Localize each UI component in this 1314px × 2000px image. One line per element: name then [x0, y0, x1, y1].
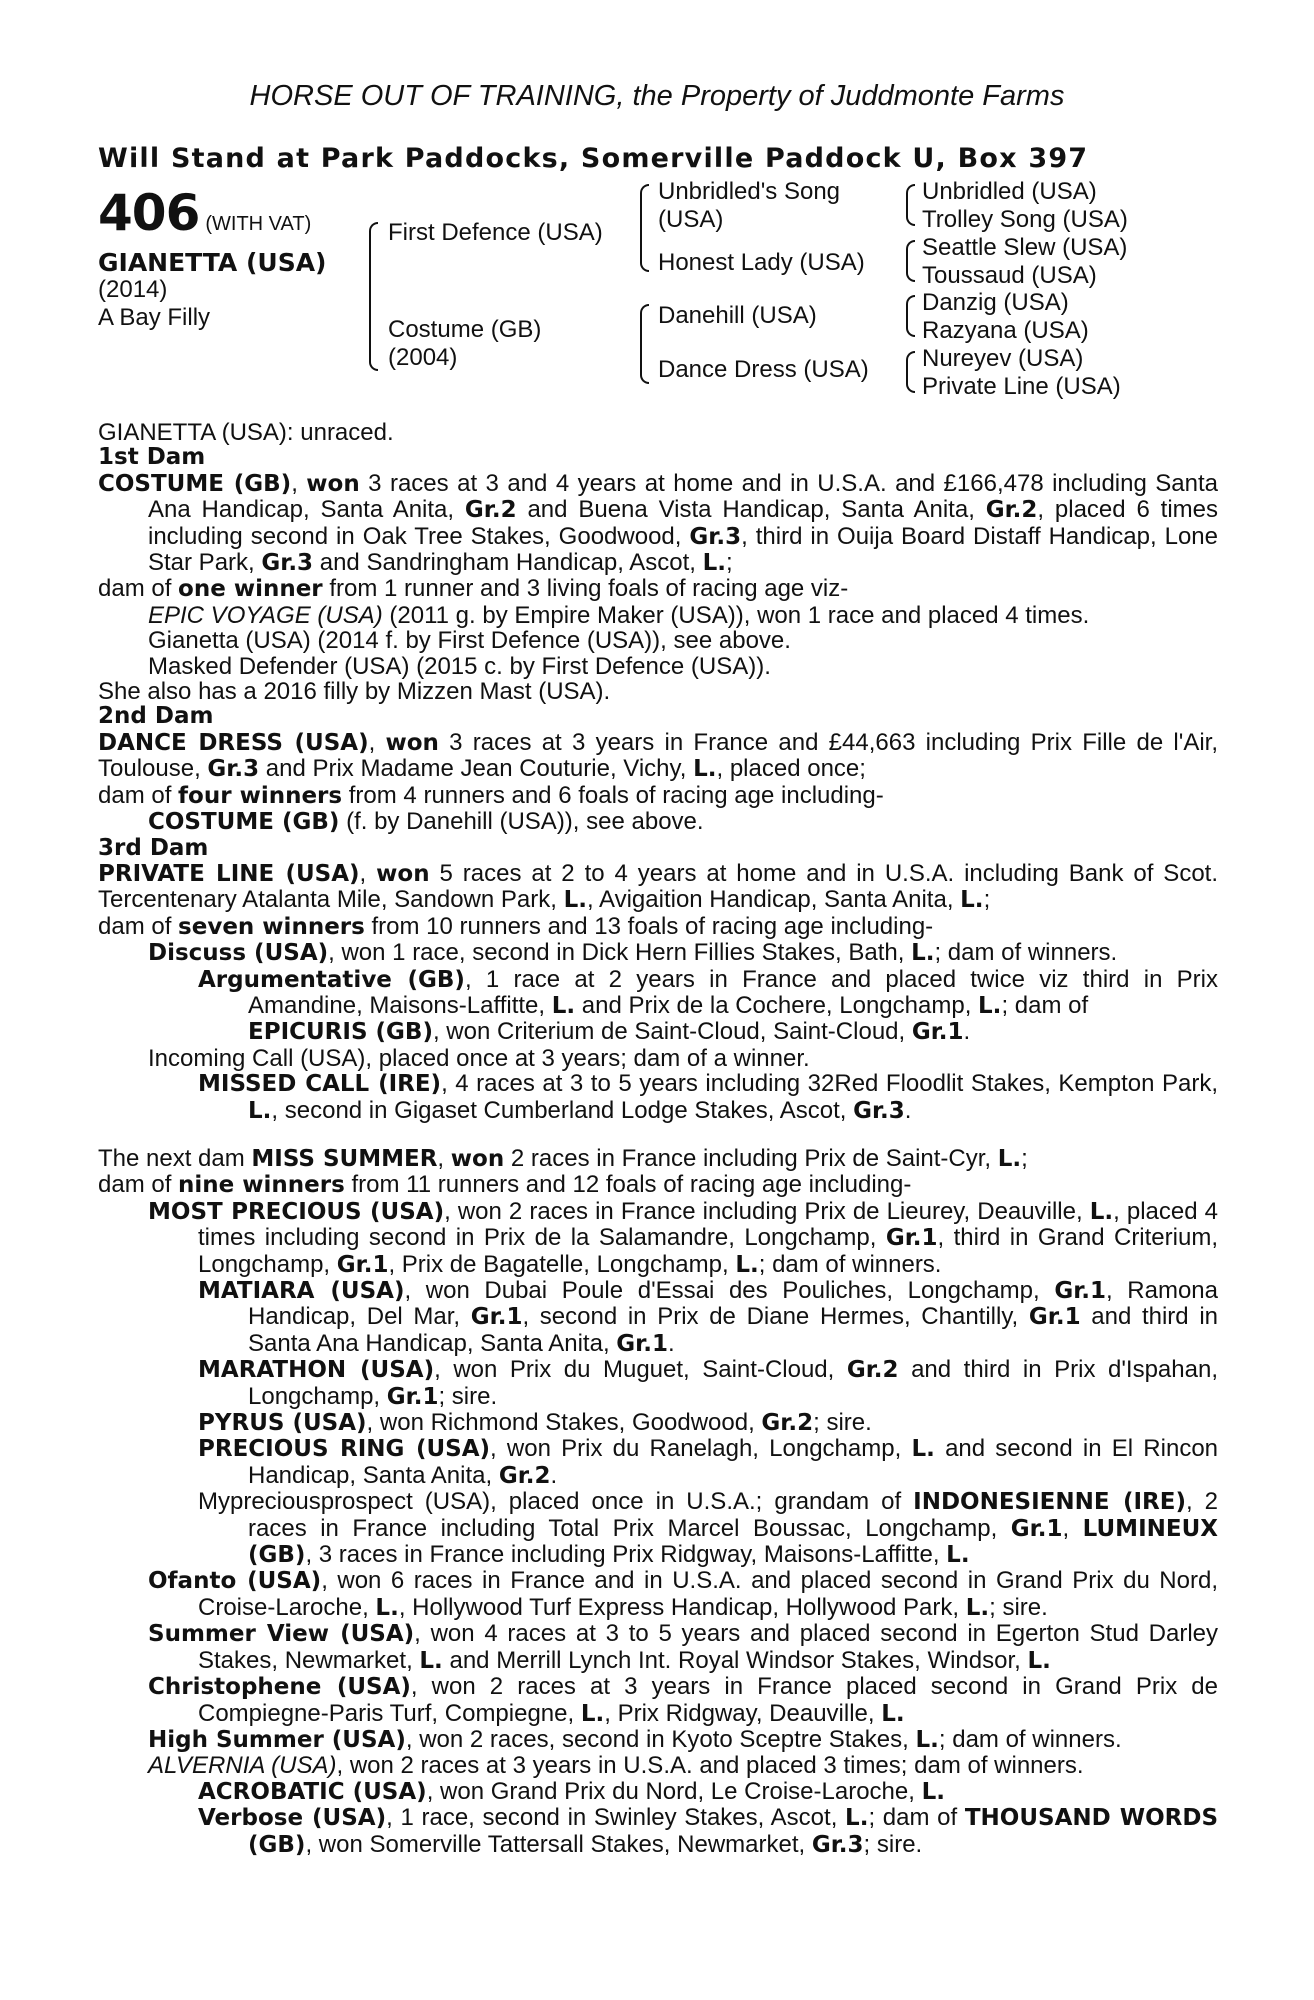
pedigree-dam-year: (2004): [388, 344, 458, 371]
pedigree-dd: Dance Dress (USA): [658, 356, 869, 383]
next-dam-entry: The next dam MISS SUMMER, won 2 races in France including Prix de Saint-Cyr, L.;: [98, 1144, 1028, 1172]
brace-gen3c: [906, 295, 915, 337]
page-heading: HORSE OUT OF TRAINING, the Property of Juddmonte Farms: [249, 80, 1065, 112]
produce-item: MARATHON (USA), won Prix du Muguet, Saint-Cloud, Gr.2 and third in Prix d'Ispahan, Longchamp, Gr.1; sire.: [198, 1356, 1218, 1410]
produce-item: PRECIOUS RING (USA), won Prix du Ranelagh, Longchamp, L. and second in El Rincon Handicap, Santa Anita, Gr.2.: [198, 1435, 1219, 1489]
third-dam-heading: 3rd Dam: [98, 834, 209, 861]
first-dam-produce-summary: dam of one winner from 1 runner and 3 living foals of racing age viz-: [98, 575, 849, 603]
pedigree-notes: [98, 420, 1218, 1858]
produce-item: ALVERNIA (USA), won 2 races at 3 years in U.S.A. and placed 3 times; dam of winners.: [148, 1752, 1084, 1780]
produce-item: Incoming Call (USA), placed once at 3 years; dam of a winner.: [148, 1044, 810, 1072]
pedigree-dss: Danzig (USA): [922, 289, 1069, 316]
produce-item: Masked Defender (USA) (2015 c. by First Defence (USA)).: [148, 652, 771, 680]
produce-item: Summer View (USA), won 4 races at 3 to 5 years and placed second in Egerton Stud Darley Stakes, Newmarket, L. and Merrill Lynch Int. Royal Windsor Stakes, Windsor, L.: [148, 1620, 1219, 1674]
second-dam-heading: 2nd Dam: [98, 703, 214, 730]
pedigree-ddd: Private Line (USA): [922, 373, 1121, 400]
brace-gen2a: [640, 184, 649, 272]
lot-number-block: [98, 184, 311, 242]
brace-gen3a: [906, 184, 915, 226]
produce-item: Mypreciousprospect (USA), placed once in U.S.A.; grandam of INDONESIENNE (IRE), 2 races in France including Total Prix Marcel Boussac, Longchamp, Gr.1, LUMINEUX (GB), 3 races in France including Prix Ridgway, Maisons-Laffitte, L.: [198, 1488, 1219, 1569]
produce-item: Christophene (USA), won 2 races at 3 years in France placed second in Grand Prix de Compiegne-Paris Turf, Compiegne, L., Prix Ridgway, Deauville, L.: [148, 1673, 1219, 1727]
lot-number: 406: [98, 184, 200, 242]
pedigree-ss: Unbridled's Song: [658, 178, 841, 205]
dam-name: COSTUME (GB): [98, 470, 292, 497]
third-dam-produce-summary: dam of seven winners from 10 runners and 13 foals of racing age including-: [98, 912, 934, 940]
produce-item: COSTUME (GB) (f. by Danehill (USA)), see above.: [148, 808, 704, 836]
brace-gen3d: [906, 351, 915, 393]
stand-location: Will Stand at Park Paddocks, Somerville Paddock U, Box 397: [98, 143, 1089, 174]
produce-item: PYRUS (USA), won Richmond Stakes, Goodwood, Gr.2; sire.: [198, 1409, 872, 1437]
brace-gen2b: [640, 304, 649, 384]
pedigree-sds: Seattle Slew (USA): [922, 234, 1128, 261]
first-dam-entry: COSTUME (GB), won 3 races at 3 and 4 years at home and in U.S.A. and £166,478 including Santa Ana Handicap, Santa Anita, Gr.2 and Buena Vista Handicap, Santa Anita, Gr.2, placed 6 times including second in Oak Tree Stakes, Goodwood, Gr.3, third in Ouija Board Distaff Handicap, Lone Star Park, Gr.3 and Sandringham Handicap, Ascot, L.;: [98, 469, 1219, 577]
horse-name: GIANETTA (USA): [98, 248, 327, 277]
produce-item: MATIARA (USA), won Dubai Poule d'Essai des Pouliches, Longchamp, Gr.1, Ramona Handicap, Del Mar, Gr.1, second in Prix de Diane Hermes, Chantilly, Gr.1 and third in Santa Ana Handicap, Santa Anita, Gr.1.: [198, 1277, 1218, 1357]
pedigree-dds: Nureyev (USA): [922, 345, 1084, 372]
brace-gen3b: [906, 240, 915, 282]
produce-item: Argumentative (GB), 1 race at 2 years in France and placed twice viz third in Prix Amandine, Maisons-Laffitte, L. and Prix de la Cochere, Longchamp, L.; dam of EPICURIS (GB), won Criterium de Saint-Cloud, Saint-Cloud, Gr.1.: [198, 965, 1218, 1046]
produce-note: She also has a 2016 filly by Mizzen Mast (USA).: [98, 678, 611, 706]
pedigree-ss2: (USA): [658, 206, 724, 233]
produce-item: ACROBATIC (USA), won Grand Prix du Nord, Le Croise-Laroche, L.: [198, 1777, 945, 1805]
vat-note: (WITH VAT): [205, 213, 312, 235]
pedigree-dsd: Razyana (USA): [922, 317, 1089, 344]
next-dam-produce-summary: dam of nine winners from 11 runners and 12 foals of racing age including-: [98, 1171, 912, 1199]
produce-item: EPIC VOYAGE (USA) (2011 g. by Empire Maker (USA)), won 1 race and placed 4 times.: [148, 601, 1090, 629]
produce-item: High Summer (USA), won 2 races, second in Kyoto Sceptre Stakes, L.; dam of winners.: [148, 1725, 1122, 1753]
produce-item: Discuss (USA), won 1 race, second in Dick Hern Fillies Stakes, Bath, L.; dam of winners.: [148, 939, 1118, 967]
produce-item: MISSED CALL (IRE), 4 races at 3 to 5 years including 32Red Floodlit Stakes, Kempton Park, L., second in Gigaset Cumberland Lodge Stakes, Ascot, Gr.3.: [198, 1070, 1218, 1124]
pedigree-ssd: Trolley Song (USA): [922, 206, 1128, 233]
produce-item: Ofanto (USA), won 6 races in France and in U.S.A. and placed second in Grand Prix du Nord, Croise-Laroche, L., Hollywood Turf Express Handicap, Hollywood Park, L.; sire.: [148, 1567, 1218, 1621]
pedigree-ds: Danehill (USA): [658, 302, 817, 329]
second-dam-produce-summary: dam of four winners from 4 runners and 6 foals of racing age including-: [98, 781, 884, 809]
produce-item: Verbose (USA), 1 race, second in Swinley Stakes, Ascot, L.; dam of THOUSAND WORDS (GB), won Somerville Tattersall Stakes, Newmarket, Gr.3; sire.: [198, 1804, 1219, 1858]
pedigree-dam: Costume (GB): [388, 316, 542, 343]
produce-item: MOST PRECIOUS (USA), won 2 races in France including Prix de Lieurey, Deauville, L., placed 4 times including second in Prix de la Salamandre, Longchamp, Gr.1, third in Grand Criterium, Longchamp, Gr.1, Prix de Bagatelle, Longchamp, L.; dam of winners.: [148, 1197, 1219, 1278]
pedigree-sire: First Defence (USA): [388, 219, 603, 246]
third-dam-entry: PRIVATE LINE (USA), won 5 races at 2 to 4 years at home and in U.S.A. including Bank of Scot. Tercentenary Atalanta Mile, Sandown Park, L., Avigaition Handicap, Santa Anita, L.;: [98, 859, 1218, 914]
second-dam-entry: DANCE DRESS (USA), won 3 races at 3 years in France and £44,663 including Prix Fille de l'Air, Toulouse, Gr.3 and Prix Madame Jean Couturie, Vichy, L., placed once;: [98, 728, 1218, 783]
first-dam-heading: 1st Dam: [98, 444, 206, 471]
pedigree-sdd: Toussaud (USA): [922, 262, 1097, 289]
horse-description: A Bay Filly: [98, 304, 211, 331]
pedigree-sss: Unbridled (USA): [922, 178, 1097, 205]
pedigree-sd: Honest Lady (USA): [658, 249, 865, 276]
unraced-note: GIANETTA (USA): unraced.: [98, 419, 394, 446]
produce-item: Gianetta (USA) (2014 f. by First Defence (USA)), see above.: [148, 627, 791, 655]
brace-gen1: [369, 222, 378, 371]
horse-year: (2014): [98, 276, 168, 303]
